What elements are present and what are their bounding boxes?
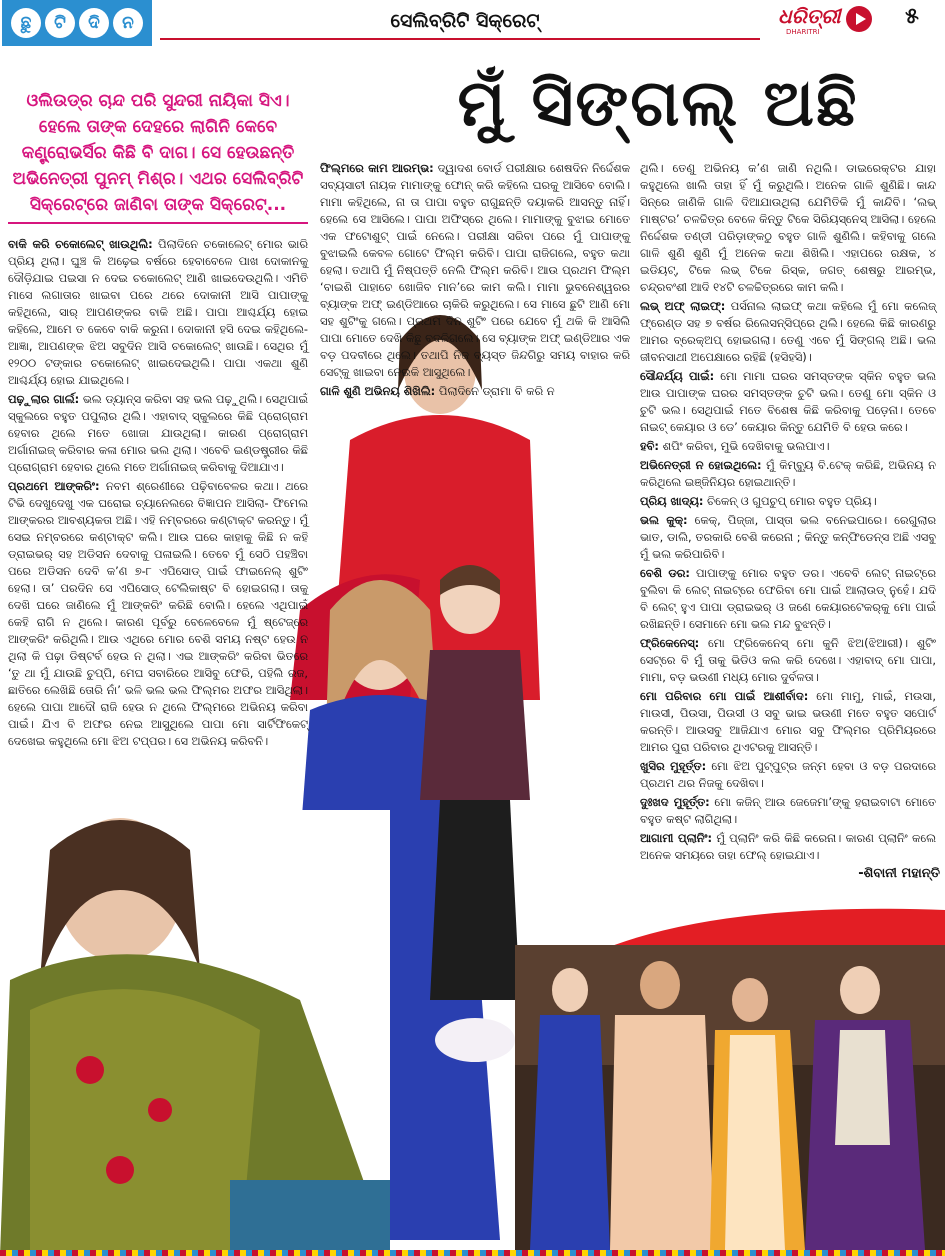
article-paragraph	[320, 160, 630, 381]
paragraph-heading: ଅଭିନେତ୍ରୀ ନ ହୋଇଥିଲେ:	[640, 458, 762, 472]
paragraph-text: କେକ୍, ପିଜ୍ଜା, ପାସ୍ତା ଭଲ ବନେଇପାରେ। ରେଗୁଲାର ଭାତ, ଡାଲି, ତରକାରି ବେଶି କରେନା ; କିନ୍ତୁ କନ୍‌ଫିଡେନ୍ସ ଅଛି ଏସବୁ ମୁଁ ଭଲ କରିପାରିବି।	[640, 513, 936, 561]
paragraph-heading: ଗାଳି ଶୁଣି ଅଭିନୟ ଶିଖିଲି:	[320, 384, 436, 398]
family-photo	[515, 945, 945, 1250]
paragraph-text: ମୋ କଜିନ୍ ଆଉ ଜେଜେମା’ଙ୍କୁ ହରାଇବାଟା ମୋତେ ବହୁତ କଷ୍ଟ ଲାଗିଥିଲା।	[640, 795, 936, 826]
paragraph-text: ଥିଲି। ତେଣୁ ଅଭିନୟ କ’ଣ ଜାଣି ନଥିଲି। ଡାଇରେକ୍ଟର ଯାହା କହୁଥିଲେ ଖାଲି ତାହା ହିଁ ମୁଁ କରୁଥିଲି। ଅନେକ ଗାଳି ଶୁଣିଛି। କାନ୍ଦ ସିନ୍‌ରେ ଜାଣିକି ଗାଳି ଦିଆଯାଉଥିଲା ଯେମିତିକି ମୁଁ କାନ୍ଦିବି। ‘ଲଭ୍ ମାଷ୍ଟର’ ଚଳଚ୍ଚିତ୍ର ବେଳେ କିନ୍ତୁ ଟିକେ ସିରିୟସ୍‌ନେସ୍ ଆସିଲା। ହେଲେ ନିର୍ଦ୍ଦେଶକ ତଣ୍ଡୀ ପରିଡ଼ାଙ୍କଠୁ ବହୁତ ଗାଳି ଶୁଣିଲି। କହିବାକୁ ଗଲେ ଗାଳି ଶୁଣି ଶୁଣି ମୁଁ ଅନେକ କଥା ଶିଖିଲି। ଏହାପରେ ରକ୍ଷକ, ୪ ଇଡିୟଟ୍, ଟିକେ ଲଭ୍ ଟିକେ ରିସ୍କ, ଜଗତ୍ ଶେଷରୁ ଆରମ୍ଭ, ଚନ୍ଦ୍ରବଂଶୀ ଆଦି ୧୪ଟି ଚଳଚ୍ଚିତ୍ରରେ କାମ କଲି।	[640, 161, 936, 294]
paragraph-text: ମୋ ମାମା ଘରର ସମସ୍ତଙ୍କ ସ୍କିନ ବହୁତ ଭଲ ଆଉ ପାପାଙ୍କ ଘରର ସମସ୍ତଙ୍କ ଚୁଟି ଭଲ। ତେଣୁ ମୋ ସ୍କିନ ଓ ଚୁଟି ଭଲ। ସେଥିପାଇଁ ମତେ ବିଶେଷ କିଛି କରିବାକୁ ପଡ଼େନା। ତେବେ ନାଇଟ୍ କେୟାର ଓ ଡେ’ କେୟାର କିନ୍ତୁ ଯେମିତି ବି ହେଉ କରେ।	[640, 369, 936, 434]
article-paragraph	[640, 794, 936, 828]
intro-divider	[8, 222, 308, 224]
paragraph-heading: ଫିଲ୍ମରେ କାମ ଆରମ୍ଭ:	[320, 161, 434, 175]
actress-portrait-photo	[0, 810, 390, 1256]
paragraph-heading: ଭଲ କୁକ୍:	[640, 513, 688, 527]
article-paragraph	[640, 635, 936, 686]
paragraph-text: ପାପାଙ୍କୁ ମୋର ବହୁତ ଡର। ଏବେବି ଲେଟ୍ ନାଇଟ୍‌ରେ ବୁଲିବା କି ଲେଟ୍ ନାଇଟ୍‌ରେ ଫେରିବା ମୋ ପାଇଁ ଆଲାଉଡ୍ ନୁହେଁ। ଯଦି ବି ଲେଟ୍ ହୁଏ ପାପା ଡ୍ରାଇଭର୍ ଓ ଜଣେ କେୟାରଟେକର୍‌କୁ ମୋ ପାଇଁ ରଖିଛନ୍ତି। ସେମାନେ ମୋ ଭଲ ମନ୍ଦ ବୁଝନ୍ତି।	[640, 566, 936, 631]
paragraph-text: ଶପିଂ କରିବା, ମୁଭି ଦେଖିବାକୁ ଭଲପାଏ।	[658, 439, 830, 453]
paragraph-heading: ଦୁଃଖଦ ମୁହୂର୍ତ୍ତ:	[640, 795, 710, 809]
article-paragraph	[640, 512, 936, 563]
paragraph-heading: ଲଭ୍ ଅଫ୍ ଲାଇଫ୍:	[640, 299, 726, 313]
article-column-3	[640, 160, 936, 866]
article-paragraph	[640, 688, 936, 756]
article-paragraph	[320, 383, 630, 400]
brand-letter: ନ	[113, 8, 143, 38]
paragraph-text: ପିଲାଦିନେ ଡ୍ରାମା ବି କରି ନ	[435, 384, 555, 398]
brand-letter: ଛୁ	[11, 8, 41, 38]
paragraph-text: ମୁଁ ପ୍ଲାନିଂ କରି କିଛି କରେନା। କାରଣ ପ୍ଲାନିଂ କଲେ ଅନେକ ସମୟରେ ତାହା ଫେଲ୍ ହୋଇଯାଏ।	[640, 831, 936, 862]
article-paragraph	[640, 830, 936, 864]
paragraph-text: ମୋ ଫ୍ରିକେନେସ୍ ମୋ କୁନି ଝିଅ(ଝିଆରୀ)। ଶୁଟିଂ ସେଟ୍‌ରେ ବି ମୁଁ ତାକୁ ଭିଡିଓ କଲ କରି ଦେଖେ। ଏହାବାଦ୍ ମୋ ପାପା, ମାମା, ବଡ଼ ଭଉଣୀ ମଧ୍ୟ ମୋର ଦୁର୍ବଳତା।	[640, 636, 936, 684]
paragraph-heading: ବାକି କରି ଚକୋଲେଟ୍ ଖାଉଥିଲି:	[8, 237, 153, 251]
paragraph-text: ନବମ ଶ୍ରେଣୀରେ ପଢ଼ିବାବେଳର କଥା। ଥରେ ଟିଭି ଦେଖୁଦେଖୁ ଏକ ଘରୋଇ ଚ୍ୟାନେଲରେ ବିଜ୍ଞାପନ ଆସିଲା- ଫିମେଲ ଆଙ୍କରର ଆବଶ୍ୟକତା ଅଛି। ଏହି ନମ୍ବରରେ କଣ୍ଟାକ୍ଟ କରନ୍ତୁ। ମୁଁ ସେଇ ନମ୍ବରରେ କଣ୍ଟାକ୍ଟ କଲି। ଆଉ ଘରେ କାହାକୁ କିଛି ନ କହି ଡ୍ରାଇଭର୍ ସହ ଅଡିସନ ଦେବାକୁ ପଳାଇଲି। ତେବେ ମୁଁ ସେଠି ପହଞ୍ଚିବା ପରେ ଅଡିସନ ଦେବି କ’ଣ ୭-୮ ଏପିସୋଡ୍ ପାଇଁ ଫାଇନେଲ୍ ଶୁଟିଂ ହେଲା। ତା’ ପରଦିନ ସେ ଏପିସୋଡ୍ ଟେଲିକାଷ୍ଟ ବି ହୋଇଗଲା। ତାକୁ ଦେଖି ଘରେ ଜାଣିଲେ ମୁଁ ଆଙ୍କରିଂ କରିଛି ବୋଲି। ହେଲେ ଏଥିପାଇଁ କେହି ରାଗି ନ ଥିଲେ। କାରଣ ପୂର୍ବରୁ ବେଳେବେଳେ ମୁଁ ଷ୍ଟେଜ୍‌ରେ ଆଙ୍କରିଂ କରିଥିଲି। ଆଉ ଏଥିରେ ମୋର ବେଶି ସମୟ ନଷ୍ଟ ହେଉ ନ ଥିଲା କି ପଢ଼ା ଡିଷ୍ଟର୍ବ ହେଉ ନ ଥିଲା। ଏଇ ଆଙ୍କରିଂ କରିବା ଭିତରେ ‘ତୁ ଥା ମୁଁ ଯାଉଛି ଚୁପ୍ପି, ମେଘ ସବାରିରେ ଆସିବୁ ଫେରି, ପହିଲି ରଜ, ଛାତିରେ ଲେଖିଛି ତୋରି ନାଁ’ ଭଳି ଭଲ ଭଲ ଫିଲ୍ମର ଅଫର ଆସିଥିଲା। ହେଲେ ପାପା ଆଦୌ ରାଜି ହେଉ ନ ଥିଲେ ଫିଲ୍ମରେ ଅଭିନୟ କରିବା ପାଇଁ। ଯିଏ ବି ଅଫର ନେଇ ଆସୁଥିଲେ ପାପା ମୋ ସାର୍ଟିଫିକେଟ୍ ଦେଖେଇ କହୁଥିଲେ ମୋ ଝିଅ ଟପ୍ପର। ସେ ଅଭିନୟ କରିବନି।	[8, 479, 308, 748]
article-paragraph	[640, 457, 936, 491]
newspaper-logo: ଧରିତ୍ରୀ	[778, 4, 841, 28]
paragraph-heading: ଫ୍ରିକେନେସ୍:	[640, 636, 700, 650]
paragraph-text: ମୋ ଝିଅ ପୁଟ୍‌ପୁଟ୍‌ର ଜନ୍ମ ହେବା ଓ ବଡ଼ ପରଦାରେ ପ୍ରଥମ ଥର ନିଜକୁ ଦେଖିବା।	[640, 759, 936, 790]
article-paragraph	[640, 493, 936, 510]
article-column-1	[8, 236, 308, 752]
paragraph-heading: ହବି:	[640, 439, 659, 453]
paragraph-text: ମୋ ମାମୁ, ମାଇଁ, ମଉସା, ମାଉସୀ, ପିଉସା, ପିଉସୀ ଓ ସବୁ ଭାଇ ଭଉଣୀ ମତେ ବହୁତ ସପୋର୍ଟ କରନ୍ତି। ଆଉସବୁ ଆଜିଯାଏ ମୋର ସବୁ ଫିଲ୍ମର ପ୍ରିମିୟରରେ ଆମର ପୁରା ପରିବାର ଥିଏଟରକୁ ଆସନ୍ତି।	[640, 689, 936, 754]
page-number: ୫	[905, 4, 919, 29]
paragraph-text: ପିଲାଦିନେ ଚକୋଲେଟ୍ ମୋର ଭାରି ପ୍ରିୟ ଥିଲା। ଘୁଞ୍ଚ କି ଅଢ଼େଇ ବର୍ଷରେ ହେବାବେଳେ ପାଖ ଦୋକାନକୁ ଦୌଡ଼ିଯାଇ ପଇସା ନ ଦେଇ ଚକୋଲେଟ୍ ଆଣି ଖାଇଦେଉଥିଲି। ଏମିତି ମାସେ ଲଗାତାର ଖାଇବା ପରେ ଥରେ ଦୋକାନୀ ଆସି ପାପାଙ୍କୁ କହିଥିଲେ, ସାର୍ ଆପଣଙ୍କର ବାକି ଅଛି। ପାପା ଆଶ୍ଚର୍ଯ୍ୟ ହୋଇ କହିଲେ, ଆମେ ତ କେବେ ବାକି କରୁନା। ଦୋକାନୀ ହସି ଦେଇ କହିଥିଲେ-ଆଜ୍ଞା, ଆପଣଙ୍କ ଝିଅ ସବୁଦିନ ଆସି ଚକୋଲେଟ୍ ଖାଉଛି। ସେଥିର ମୁଁ ୧୨୦୦ ଟଙ୍କାର ଚକୋଲେଟ୍ ଖାଇଦେଇଥିଲି। ପାପା ଏକଥା ଶୁଣି ଆଶ୍ଚର୍ଯ୍ୟ ହୋଇ ଯାଇଥିଲେ।	[8, 237, 308, 387]
intro-text: ଓଲିଉଡ୍‌ର ଚାନ୍ଦ ପରି ସୁନ୍ଦରୀ ନାୟିକା ସିଏ। ହେଲେ ତାଙ୍କ ଦେହରେ ଲାଗିନି କେବେ କଣ୍ଟ୍ରୋଭର୍ସିର କିଛି ବି ଦାଗ। ସେ ହେଉଛନ୍ତି ଅଭିନେତ୍ରୀ ପୁନମ୍‌ ମିଶ୍ର। ଏଥର ସେଲିବ୍ରିଟି ସିକ୍ରେଟ୍‌ରେ ଜାଣିବା ତାଙ୍କ ସିକ୍ରେଟ୍‌...	[12, 91, 304, 215]
paragraph-heading: ସୌନ୍ଦର୍ଯ୍ୟ ପାଇଁ:	[640, 369, 715, 383]
brand-letter: ଦି	[79, 8, 109, 38]
paragraph-heading: ମୋ ପରିବାର ମୋ ପାଇଁ ଆଶୀର୍ବାଦ:	[640, 689, 809, 703]
paragraph-text: ପର୍ସନାଲ ଲାଇଫ୍ କଥା କହିଲେ ମୁଁ ମୋ କଲେଜ୍ ଫ୍ରେଣ୍ଡ ସହ ୭ ବର୍ଷର ରିଲେସନ୍‌ସିପ୍‌ରେ ଥିଲି। ହେଲେ କିଛି କାରଣରୁ ଆମର ବ୍ରେକ୍‌ଅପ୍ ହୋଇଗଲା। ତେଣୁ ଏବେ ମୁଁ ସିଙ୍ଗଲ୍ ଅଛି। ଭଲ ଜୀବନସାଥୀ ଅପେକ୍ଷାରେ ରହିଛି (ହସିହସି)।	[640, 299, 936, 364]
article-paragraph	[640, 368, 936, 436]
article-paragraph	[640, 160, 936, 296]
play-icon	[846, 6, 872, 32]
paragraph-heading: ଖୁସିର ମୁହୂର୍ତ୍ତ:	[640, 759, 707, 773]
footer-strip	[0, 1250, 945, 1256]
article-paragraph	[640, 565, 936, 633]
article-paragraph	[8, 478, 308, 750]
paragraph-text: ଭଲ ଡ୍ୟାନ୍ସ କରିବା ସହ ଭଲ ପଢ଼ୁଥିଲି। ସେଥିପାଇଁ ସ୍କୁଲରେ ବହୁତ ପପୁଲାର ଥିଲି। ଏହାବାଦ୍ ସ୍କୁଲରେ କିଛି ପ୍ରୋଗ୍ରାମ ହେବାର ଥିଲେ ମତେ ଖୋଜା ଯାଉଥିଲା। କାରଣ ପ୍ରୋଗ୍ରାମ ଅର୍ଗାନାଇଜ୍ କରିବାର କଳା ମୋର ଭଲ ଥିଲା। ଏବେବି ଇଣ୍ଡଷ୍ଟ୍ରୀର କିଛି ପ୍ରୋଗ୍ରାମ ହେବାର ଥିଲେ ମତେ ଅର୍ଗାନାଇଜ୍ କରିବାକୁ ଦିଆଯାଏ।	[8, 392, 309, 474]
article-paragraph	[8, 236, 308, 389]
paragraph-heading: ପ୍ରଥମେ ଆଙ୍କରିଂ:	[8, 479, 100, 493]
paragraph-heading: ବେଶି ଡର:	[640, 566, 690, 580]
section-title: ସେଲିବ୍ରିଟି ସିକ୍ରେଟ୍‌	[390, 10, 540, 32]
paragraph-text: ଦ୍ୱାଦଶ ବୋର୍ଡ ପରୀକ୍ଷାର ଶେଷଦିନ ନିର୍ଦ୍ଦେଶକ ସବ୍ୟସାଚୀ ନାୟକ ମାମାଙ୍କୁ ଫୋନ୍ କରି କହିଲେ ଘରକୁ ଆସିବେ ବୋଲି। ମାମା କହିଥିଲେ, ନା ତା ପାପା ବହୁତ ରାଗୁଛନ୍ତି ଦୟାକରି ଆସନ୍ତୁ ନାହିଁ। ହେଲେ ସେ ଆସିଲେ। ପାପା ଅଫିସ୍‌ରେ ଥିଲେ। ମାମାଙ୍କୁ ବୁଝାଇ ମୋତେ ଏକ ଫଟୋଶୁଟ୍ ପାଇଁ ନେଲେ। ପରୀକ୍ଷା ସରିବା ପରେ ମୁଁ ପାପାଙ୍କୁ ବୁଝାଇଲି କେବଳ ଗୋଟେ ଫିଲ୍ମ କରିବି। ପାପା ରାଜିଗଲେ, ବହୁତ କଥା ହେଲା। ତଥାପି ମୁଁ ନିଷ୍ପତ୍ତି ନେଲି ଫିଲ୍ମ କରିବି। ଆଉ ପ୍ରଥମ ଫିଲ୍ମ ‘ବାଇଶି ପାହାଚେ ଖୋଜିବ ମାନ’ରେ କାମ କଲି। ମାମା ଭୁବନେଶ୍ୱରର ବ୍ୟାଙ୍କ ଅଫ୍ ଇଣ୍ଡିଆରେ ଚାକିରି କରୁଥିଲେ। ସେ ମାସେ ଛୁଟି ଆଣି ମୋ ସହ ଶୁଟିଂକୁ ଗଲେ। ପ୍ରଥମ ଦିନ ଶୁଟିଂ ପରେ ଯେବେ ମୁଁ ଥକି କି ଆସିଲି ପାପା ମୋତେ ଦେଖି କିଛୁ ବଦଳିଗଲେ। ସେ ବ୍ୟାଙ୍କ ଅଫ୍ ଇଣ୍ଡିଆର ଏକ ବଡ଼ ପଦବୀରେ ଥିଲେ। ତଥାପି ନିଜ ବ୍ୟସ୍ତ ଜିନ୍ଦଗିରୁ ସମୟ ବାହାର କରି ସେଟ୍‌କୁ ଖାଇବା ନେଇକି ଆସୁଥିଲେ।	[320, 161, 631, 379]
paragraph-heading: ପଢ଼ୁଲାର ଗାର୍ଲ:	[8, 392, 80, 406]
paragraph-heading: ଆଗାମୀ ପ୍ଲାନିଂ:	[640, 831, 713, 845]
article-paragraph	[8, 391, 308, 476]
header-divider	[160, 38, 760, 40]
section-brand	[2, 0, 152, 46]
paragraph-text: ମୁଁ କିମ୍ବ୍ୟୁ ବି.ଟେକ୍ କରିଛି, ଅଭିନୟ ନ କରିଥିଲେ ଇଞ୍ଜିନିୟର ହୋଇଥାନ୍ତି।	[640, 458, 937, 489]
article-paragraph	[640, 298, 936, 366]
paragraph-heading: ପ୍ରିୟ ଖାଦ୍ୟ:	[640, 494, 704, 508]
headline: ମୁଁ ସିଙ୍ଗଲ୍ ଅଛି	[457, 67, 859, 141]
paragraph-text: ଚିକେନ୍ ଓ ଗୁପଚୁପ୍ ମୋର ବହୁତ ପ୍ରିୟ।	[703, 494, 877, 508]
brand-letter: ଟି	[45, 8, 75, 38]
article-column-2	[320, 160, 630, 402]
author-byline: -ଶିବାନୀ ମହାନ୍ତି	[858, 866, 940, 881]
article-paragraph	[640, 438, 936, 455]
newspaper-logo-subtitle: DHARITRI	[786, 28, 820, 36]
article-paragraph	[640, 758, 936, 792]
